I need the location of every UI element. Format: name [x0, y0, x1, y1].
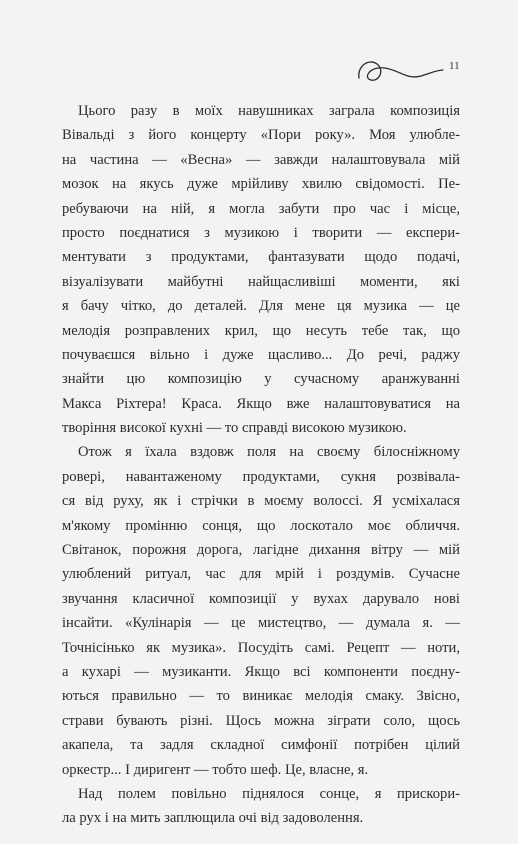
body-text	[62, 99, 460, 831]
text-line: творіння високої кухні — то справді високою музикою.	[62, 420, 407, 437]
page-header	[355, 52, 465, 92]
text-line: Цього разу в моїх навушниках заграла композиція	[78, 103, 460, 119]
text-line: Макса Ріхтера! Краса. Якщо вже налаштовуватися на	[62, 395, 460, 412]
text-line: мозок на якусь дуже мрійливу хвилю свідомості. Пе-	[62, 176, 460, 193]
text-line: інсайти. «Кулінарія — це мистецтво, — думала я. —	[62, 615, 460, 632]
swirl-ornament-icon	[355, 52, 445, 92]
text-line: я бачу чітко, до деталей. Для мене ця музика — це	[62, 298, 460, 315]
text-line: ла рух і на мить заплющила очі від задоволення.	[62, 810, 364, 827]
text-line: акапела, та задля складної симфонії потрібен цілий	[62, 737, 460, 754]
text-line: оркестр... І диригент — тобто шеф. Це, власне, я.	[62, 761, 369, 778]
text-line: улюблений ритуал, час для мрій і роздумів. Сучасне	[62, 566, 460, 583]
text-line: звучання класичної композиції у вухах дарувало нові	[62, 590, 460, 607]
text-line: ребуваючи на ній, я могла забути про час і місце,	[62, 200, 460, 217]
paragraph	[62, 782, 460, 831]
text-line: Точнісінько як музика». Посудіть самі. Рецепт — ноти,	[62, 639, 460, 656]
text-line: Отож я їхала вздовж поля на своєму білосніжному	[78, 444, 460, 461]
text-line: ся від руху, як і стрічки в моєму волоссі. Я усміхалася	[62, 493, 460, 510]
paragraph	[62, 99, 460, 440]
text-line: просто поєднатися з музикою і творити — експери-	[62, 224, 460, 241]
text-line: ються правильно — то виникає мелодія смаку. Звісно,	[62, 688, 460, 705]
text-line: ментувати з продуктами, фантазувати щодо подачі,	[62, 249, 460, 266]
text-line: ровері, навантаженому продуктами, сукня розвівала-	[62, 468, 460, 485]
text-line: Світанок, порожня дорога, лагідне дихання вітру — мій	[62, 542, 460, 559]
text-line: а кухарі — музиканти. Якщо всі компоненти поєдну-	[62, 663, 460, 680]
text-line: страви бувають різні. Щось можна зіграти соло, щось	[62, 712, 460, 729]
text-line: мелодія розправлених крил, що несуть тебе так, що	[62, 322, 460, 339]
text-line: візуалізувати майбутні найщасливіші моменти, які	[62, 273, 460, 290]
text-line: м'якому промінню сонця, що лоскотало моє обличчя.	[62, 517, 460, 534]
text-line: знайти цю композицію у сучасному аранжуванні	[62, 371, 460, 388]
paragraph	[62, 440, 460, 781]
text-line: Вівальді з його концерту «Пори року». Моя улюбле-	[62, 127, 460, 144]
text-line: Над полем повільно піднялося сонце, я прискори-	[78, 785, 460, 802]
text-line: на частина — «Весна» — завжди налаштовувала мій	[62, 151, 460, 168]
page-number: 11	[449, 60, 460, 72]
text-line: почуваєшся вільно і дуже щасливо... До речі, раджу	[62, 346, 460, 363]
